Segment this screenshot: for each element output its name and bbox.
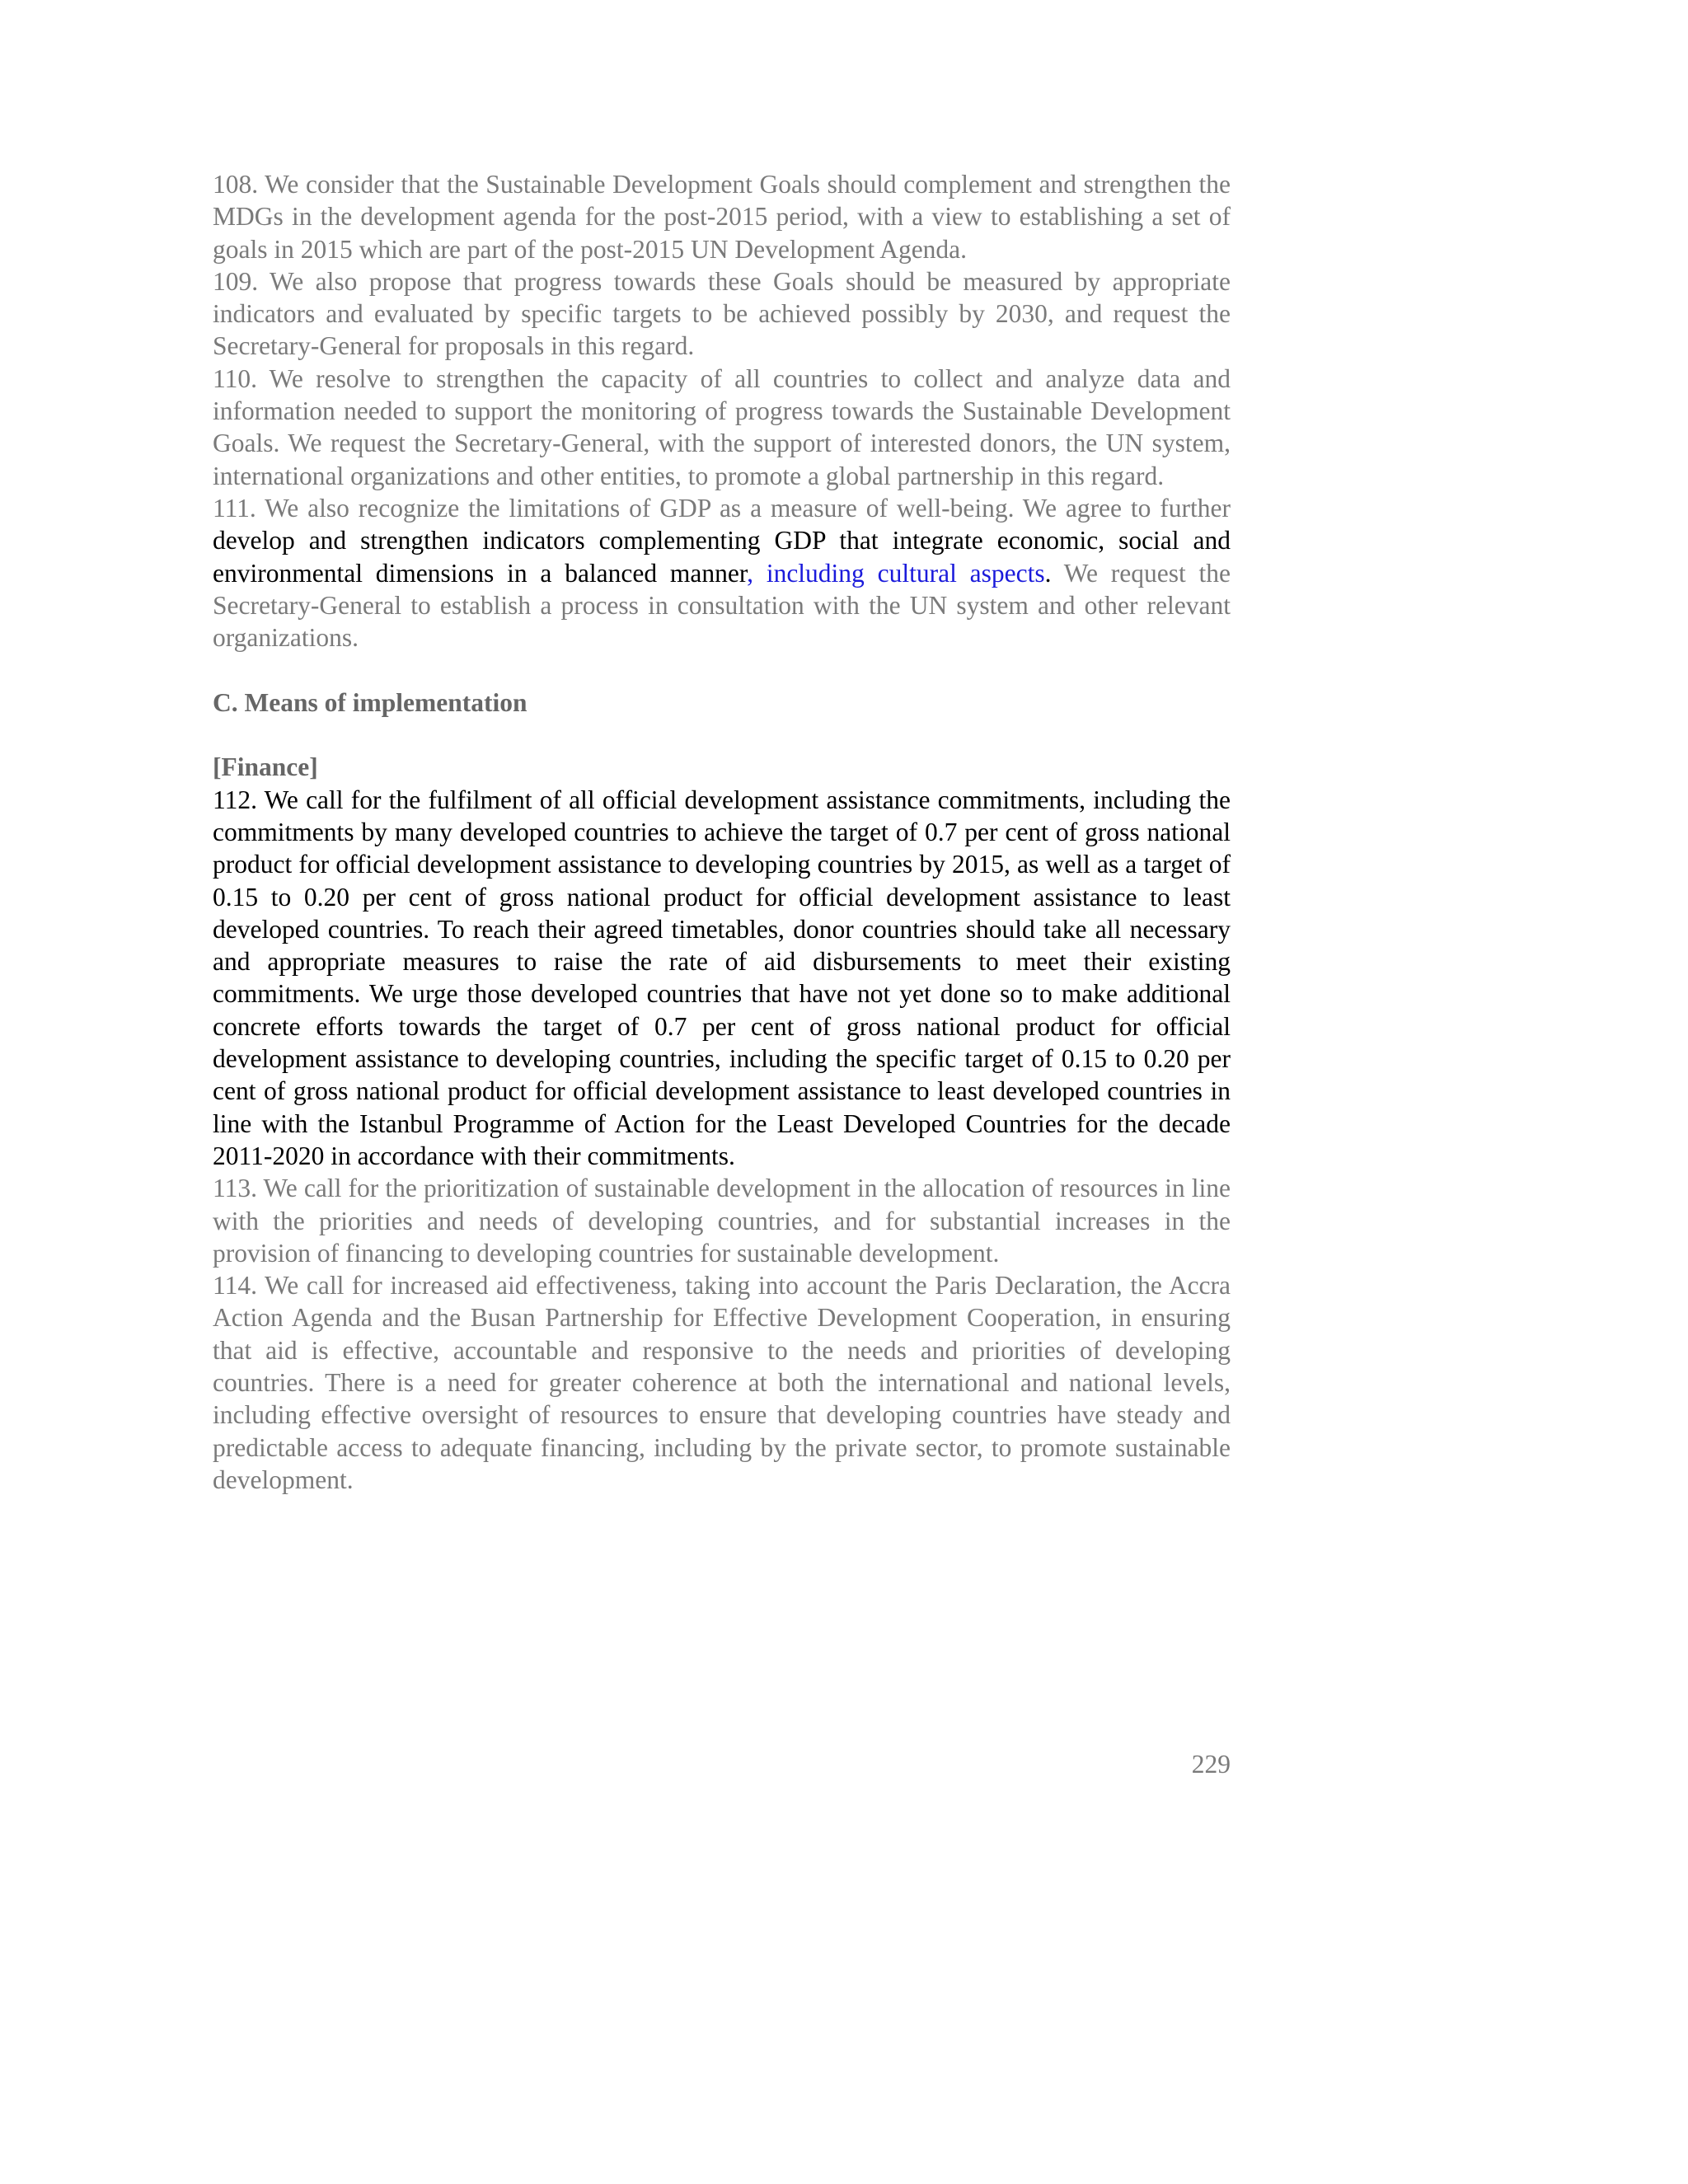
spacer (213, 654, 1231, 686)
section-heading: C. Means of implementation (213, 687, 528, 717)
paragraph-112: 112. We call for the fulfilment of all official development assistance commitments, including the commitments by many developed countries to achieve the target of 0.7 per cent of gross national product for official development assistance to developing countries by 2015, as well as a target of 0.15 to 0.20 per cent of gross national product for official development assistance to least developed countries. To reach their agreed timetables, donor countries should take all necessary and appropriate measures to raise the rate of aid disbursements to meet their existing commitments. We urge those developed countries that have not yet done so to make additional concrete efforts towards the target of 0.7 per cent of gross national product for official development assistance to developing countries, including the specific target of 0.15 to 0.20 per cent of gross national product for official development assistance to least developed countries in line with the Istanbul Programme of Action for the Least Developed Countries for the decade 2011-2020 in accordance with their commitments. (213, 785, 1231, 1170)
paragraph-111-highlight-blue: , including cultural aspects (747, 558, 1045, 588)
document-body (213, 168, 1231, 1496)
paragraph-109: 109. We also propose that progress towards these Goals should be measured by appropriate indicators and evaluated by specific targets to be achieved possibly by 2030, and request the Secretary-General for proposals in this regard. (213, 266, 1231, 361)
subsection-heading: [Finance] (213, 752, 318, 782)
paragraph-111 (213, 492, 1231, 654)
paragraph-111-closing: We request the Secretary-General to establish a process in consultation with the UN system and other relevant organizations. (213, 558, 1231, 653)
paragraph-108: 108. We consider that the Sustainable Development Goals should complement and strengthen the MDGs in the development agenda for the post-2015 period, with a view to establishing a set of goals in 2015 which are part of the post-2015 UN Development Agenda. (213, 170, 1231, 264)
spacer (213, 719, 1231, 751)
paragraph-110: 110. We resolve to strengthen the capacity of all countries to collect and analyze data and information needed to support the monitoring of progress towards the Sustainable Development Goals. We request the Secretary-General, with the support of interested donors, the UN system, international organizations and other entities, to promote a global partnership in this regard. (213, 363, 1231, 490)
paragraph-111-period: . (1044, 558, 1052, 588)
page-number: 229 (1191, 1750, 1231, 1779)
paragraph-111-intro: 111. We also recognize the limitations of GDP as a measure of well-being. We agree to further (213, 493, 1231, 523)
paragraph-111-highlight-black: develop and strengthen indicators complementing GDP that integrate economic, social and environmental dimensions in a balanced manner (213, 526, 1231, 588)
paragraph-113: 113. We call for the prioritization of sustainable development in the allocation of resources in line with the priorities and needs of developing countries, and for substantial increases in the provision of financing to developing countries for sustainable development. (213, 1174, 1231, 1268)
paragraph-114: 114. We call for increased aid effectiveness, taking into account the Paris Declaration, the Accra Action Agenda and the Busan Partnership for Effective Development Cooperation, in ensuring that aid is effective, accountable and responsive to the needs and priorities of developing countries. There is a need for greater coherence at both the international and national levels, including effective oversight of resources to ensure that developing countries have steady and predictable access to adequate financing, including by the private sector, to promote sustainable development. (213, 1271, 1231, 1494)
